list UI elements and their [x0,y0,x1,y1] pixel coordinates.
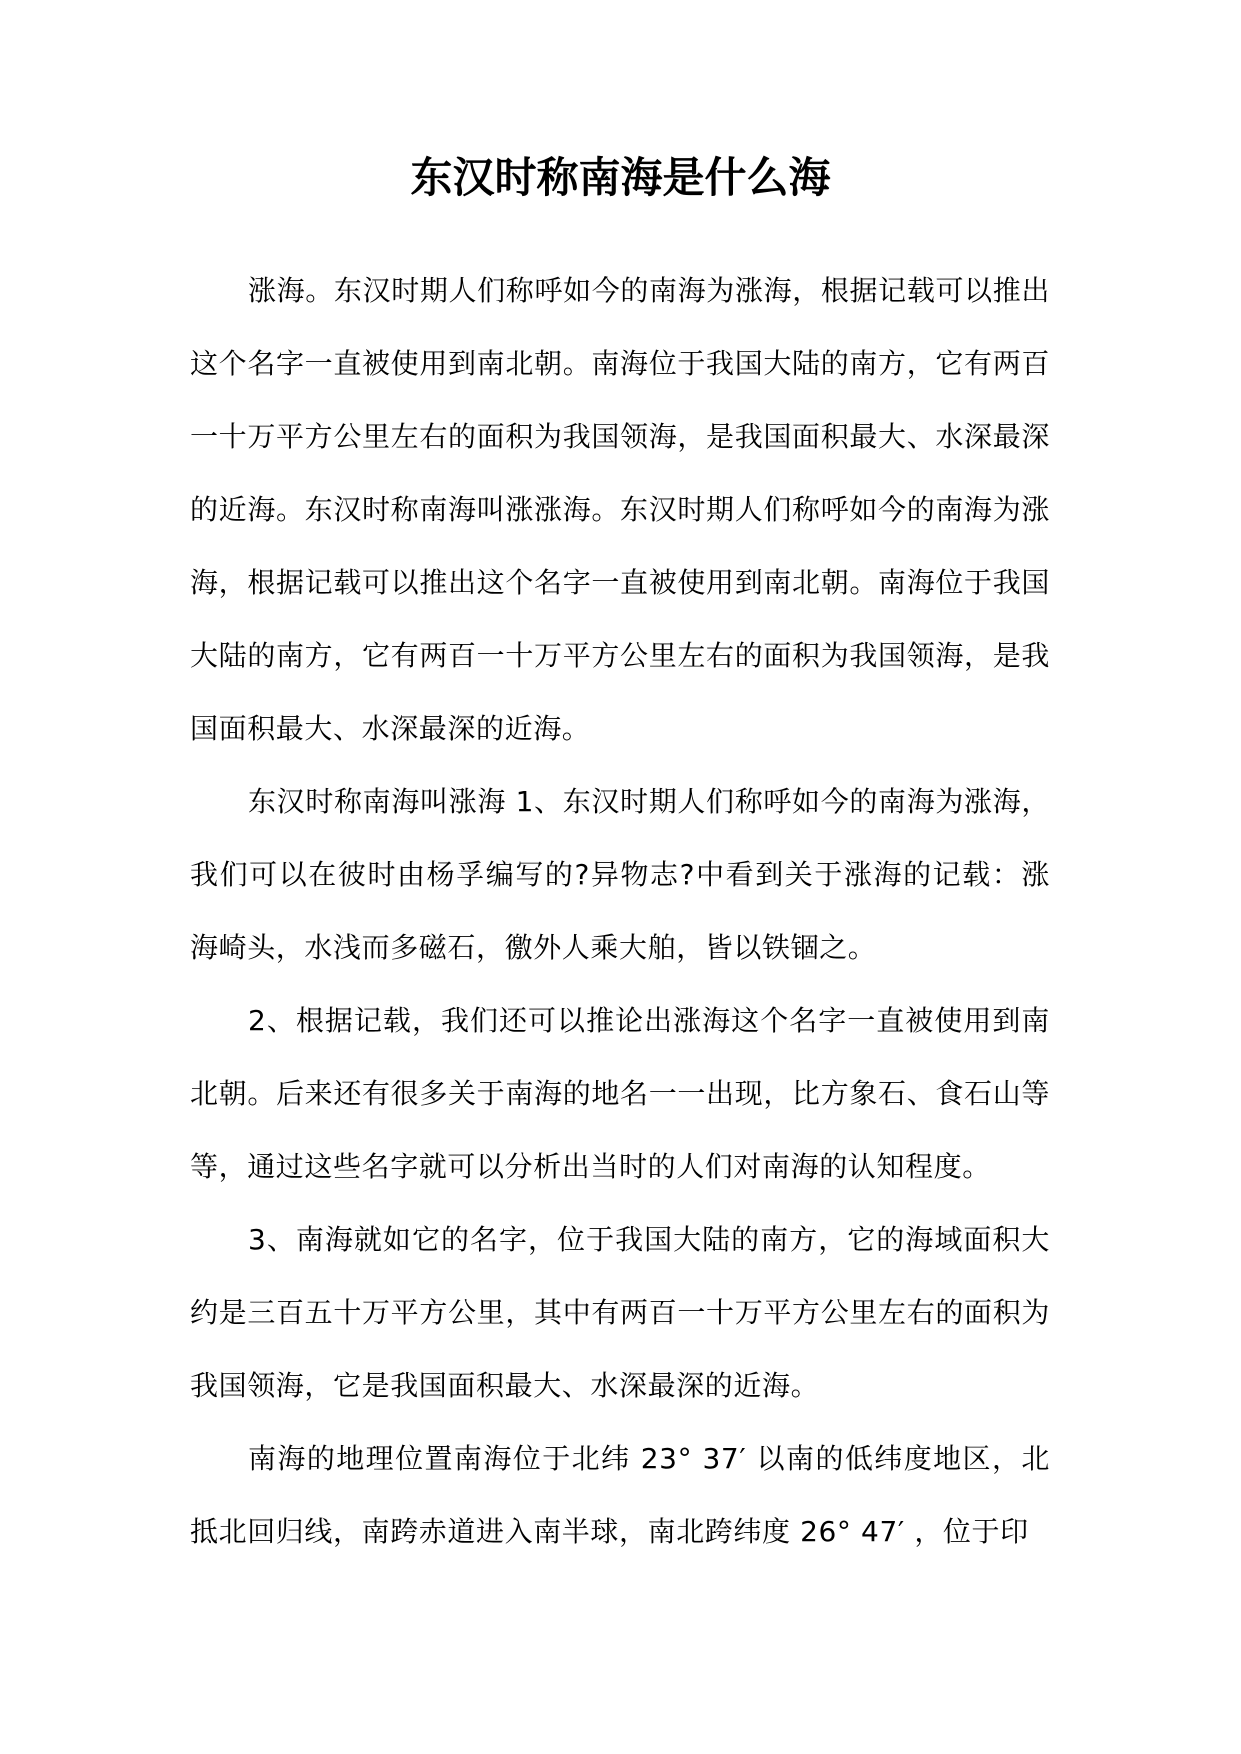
page-title: 东汉时称南海是什么海 [410,153,831,202]
paragraph-4: 3、南海就如它的名字，位于我国大陆的南方，它的海域面积大约是三百五十万平方公里，其中有两百一十万平方公里左右的面积为我国领海，它是我国面积最大、水深最深的近海。 [190,1223,1050,1402]
paragraph-2: 东汉时称南海叫涨海 1、东汉时期人们称呼如今的南海为涨海，我们可以在彼时由杨孚编写的?异物志?中看到关于涨海的记载：涨海崎头，水浅而多磁石，徼外人乘大舶，皆以铁锢之。 [190,785,1050,964]
paragraph-1: 涨海。东汉时期人们称呼如今的南海为涨海，根据记载可以推出这个名字一直被使用到南北朝。南海位于我国大陆的南方，它有两百一十万平方公里左右的面积为我国领海，是我国面积最大、水深最深的近海。东汉时称南海叫涨涨海。东汉时期人们称呼如今的南海为涨海，根据记载可以推出这个名字一直被使用到南北朝。南海位于我国大陆的南方，它有两百一十万平方公里左右的面积为我国领海，是我国面积最大、水深最深的近海。 [190,274,1050,745]
document-body [190,254,1050,1568]
paragraph-5: 南海的地理位置南海位于北纬 23° 37′ 以南的低纬度地区，北抵北回归线，南跨赤道进入南半球，南北跨纬度 26° 47′ ，位于印 [190,1442,1050,1548]
paragraph-3: 2、根据记载，我们还可以推论出涨海这个名字一直被使用到南北朝。后来还有很多关于南海的地名一一出现，比方象石、食石山等等，通过这些名字就可以分析出当时的人们对南海的认知程度。 [190,1004,1050,1183]
